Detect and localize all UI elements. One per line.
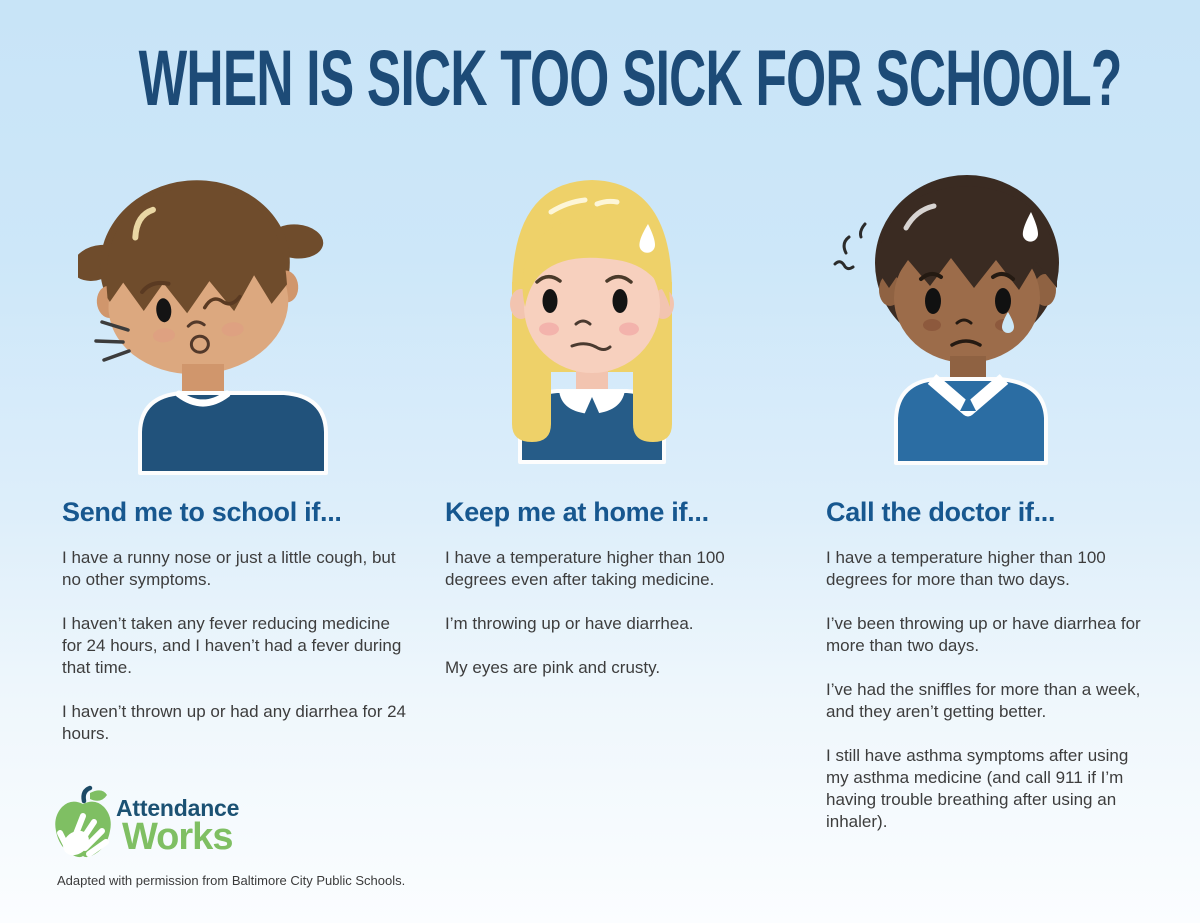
poster-header xyxy=(0,32,1200,123)
column-call-doctor xyxy=(826,497,1148,855)
column-item: I’ve been throwing up or have diarrhea for more than two days. xyxy=(826,614,1141,655)
column-heading: Call the doctor if... xyxy=(826,497,1056,527)
attribution-tagline: Adapted with permission from Baltimore City Public Schools. xyxy=(57,873,406,888)
girl2-right-eye xyxy=(613,289,628,313)
column-item: I haven’t thrown up or had any diarrhea for 24 hours. xyxy=(62,702,406,743)
feverish-girl-illustration xyxy=(455,172,725,484)
column-item: I’m throwing up or have diarrhea. xyxy=(445,614,694,633)
column-item: My eyes are pink and crusty. xyxy=(445,658,661,677)
apple-leaf xyxy=(90,790,107,800)
column-item: I have a temperature higher than 100 degrees even after taking medicine. xyxy=(445,548,725,589)
column-keep-at-home xyxy=(445,497,775,701)
page-title: WHEN IS SICK TOO SICK FOR SCHOOL? xyxy=(138,33,1122,123)
crying-boy-illustration xyxy=(830,166,1110,478)
column-item: I haven’t taken any fever reducing medicine for 24 hours, and I haven’t had a fever during that time. xyxy=(62,614,402,677)
column-item: I have a temperature higher than 100 degrees for more than two days. xyxy=(826,548,1106,589)
boy-sweater xyxy=(896,379,1046,463)
attendance-works-apple-icon xyxy=(54,785,112,863)
girl1-shirt xyxy=(140,393,326,473)
apple-stem xyxy=(84,788,90,801)
coughing-girl-illustration xyxy=(78,172,338,484)
girl1-head xyxy=(78,172,337,385)
boy-blush-left xyxy=(923,319,941,331)
column-heading: Send me to school if... xyxy=(62,497,342,527)
girl2-blush-left xyxy=(539,323,559,336)
girl2-left-eye xyxy=(543,289,558,313)
logo-text-works: Works xyxy=(122,816,233,858)
boy-left-eye xyxy=(925,288,941,314)
boy-right-eye xyxy=(995,288,1011,314)
column-send-to-school xyxy=(62,497,407,767)
column-item: I’ve had the sniffles for more than a week, and they aren’t getting better. xyxy=(826,680,1141,721)
column-item: I have a runny nose or just a little cough, but no other symptoms. xyxy=(62,548,396,589)
column-heading: Keep me at home if... xyxy=(445,497,709,527)
column-item: I still have asthma symptoms after using my asthma medicine (and call 911 if I’m having trouble breathing after using an inhaler). xyxy=(826,746,1129,831)
stress-squiggle-marks xyxy=(835,224,865,269)
logo-text-attendance: Attendance xyxy=(116,795,240,821)
girl2-blush-right xyxy=(619,323,639,336)
